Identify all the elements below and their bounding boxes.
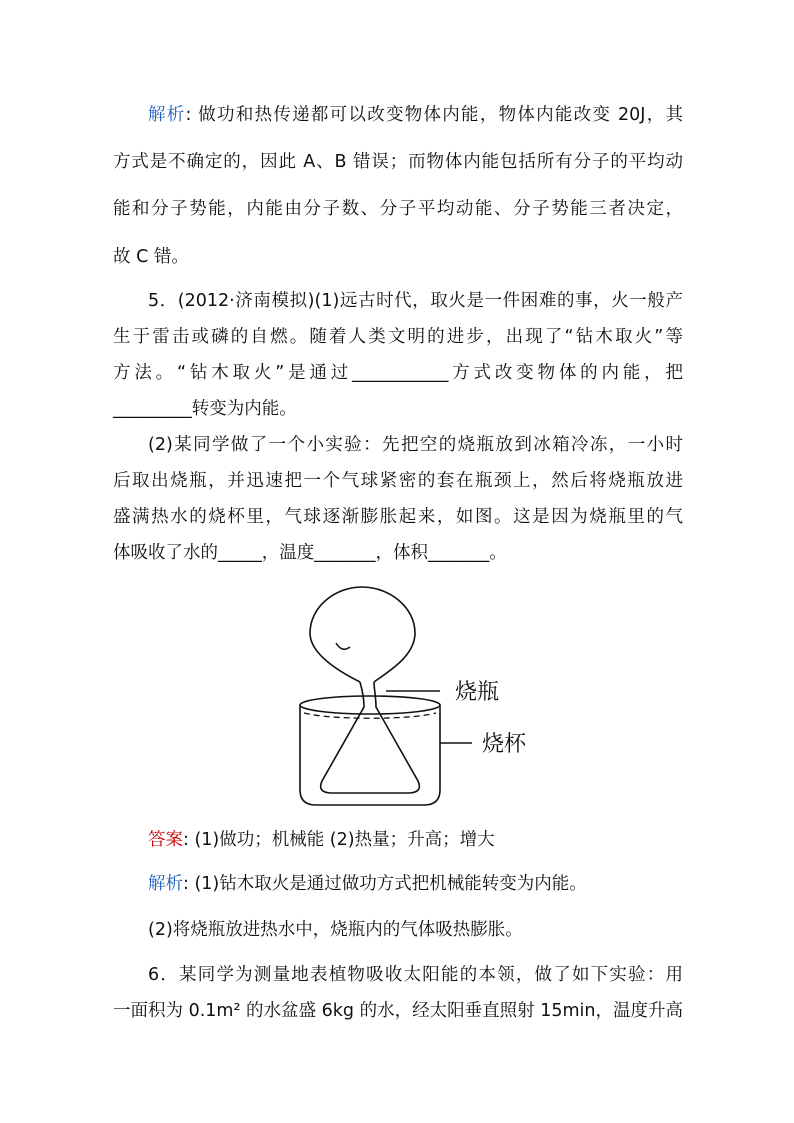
q4-analysis-line-4: 故 C 错。 — [113, 247, 189, 267]
flask-label: 烧瓶 — [455, 680, 500, 705]
q5-answer: 答案: (1)做功；机械能 (2)热量；升高；增大 — [148, 830, 495, 850]
q5-text-line-6: 后取出烧瓶，并迅速把一个气球紧密的套在瓶颈上，然后将烧瓶放进 — [113, 471, 683, 491]
q6-text-line-2: 一面积为 0.1m² 的水盆盛 6kg 的水，经太阳垂直照射 15min，温度升高 — [113, 1001, 683, 1021]
q5-text-line-8: 体吸收了水的_____，温度_______，体积_______。 — [113, 543, 507, 563]
q4-analysis-label: 解析 — [148, 105, 186, 125]
answer-label: 答案 — [148, 830, 183, 850]
balloon-highlight — [336, 643, 350, 649]
q5-analysis-line-1: 解析: (1)钻木取火是通过做功方式把机械能转变为内能。 — [148, 874, 587, 894]
flask-beaker-figure — [290, 585, 550, 810]
q6-text-line-1: 6．某同学为测量地表植物吸收太阳能的本领，做了如下实验：用 — [148, 965, 683, 985]
q5-text-line-2: 生于雷击或磷的自燃。随着人类文明的进步，出现了“钻木取火”等 — [113, 327, 683, 347]
q4-analysis-line-1: 解析: 做功和热传递都可以改变物体内能，物体内能改变 20J，其 — [148, 105, 684, 125]
q5-text-line-3: 方法。“钻木取火”是通过___________方式改变物体的内能，把 — [113, 363, 683, 383]
analysis-label: 解析 — [148, 874, 183, 894]
beaker-label: 烧杯 — [482, 732, 527, 757]
q5-analysis-line-2: (2)将烧瓶放进热水中，烧瓶内的气体吸热膨胀。 — [148, 920, 523, 940]
q5-text-line-7: 盛满热水的烧杯里，气球逐渐膨胀起来，如图。这是因为烧瓶里的气 — [113, 507, 683, 527]
q4-analysis-line-2: 方式是不确定的，因此 A、B 错误；而物体内能包括所有分子的平均动 — [113, 152, 683, 172]
flask-shape — [321, 682, 420, 793]
q5-text-line-4: _________转变为内能。 — [113, 399, 297, 419]
q5-text-line-1: 5．(2012·济南模拟)(1)远古时代，取火是一件困难的事，火一般产 — [148, 291, 683, 311]
q4-analysis-line-3: 能和分子势能，内能由分子数、分子平均动能、分子势能三者决定， — [113, 199, 683, 219]
beaker-rim — [300, 696, 440, 714]
balloon-shape — [310, 587, 415, 682]
q5-text-line-5: (2)某同学做了一个小实验：先把空的烧瓶放到冰箱冷冻，一小时 — [148, 435, 683, 455]
